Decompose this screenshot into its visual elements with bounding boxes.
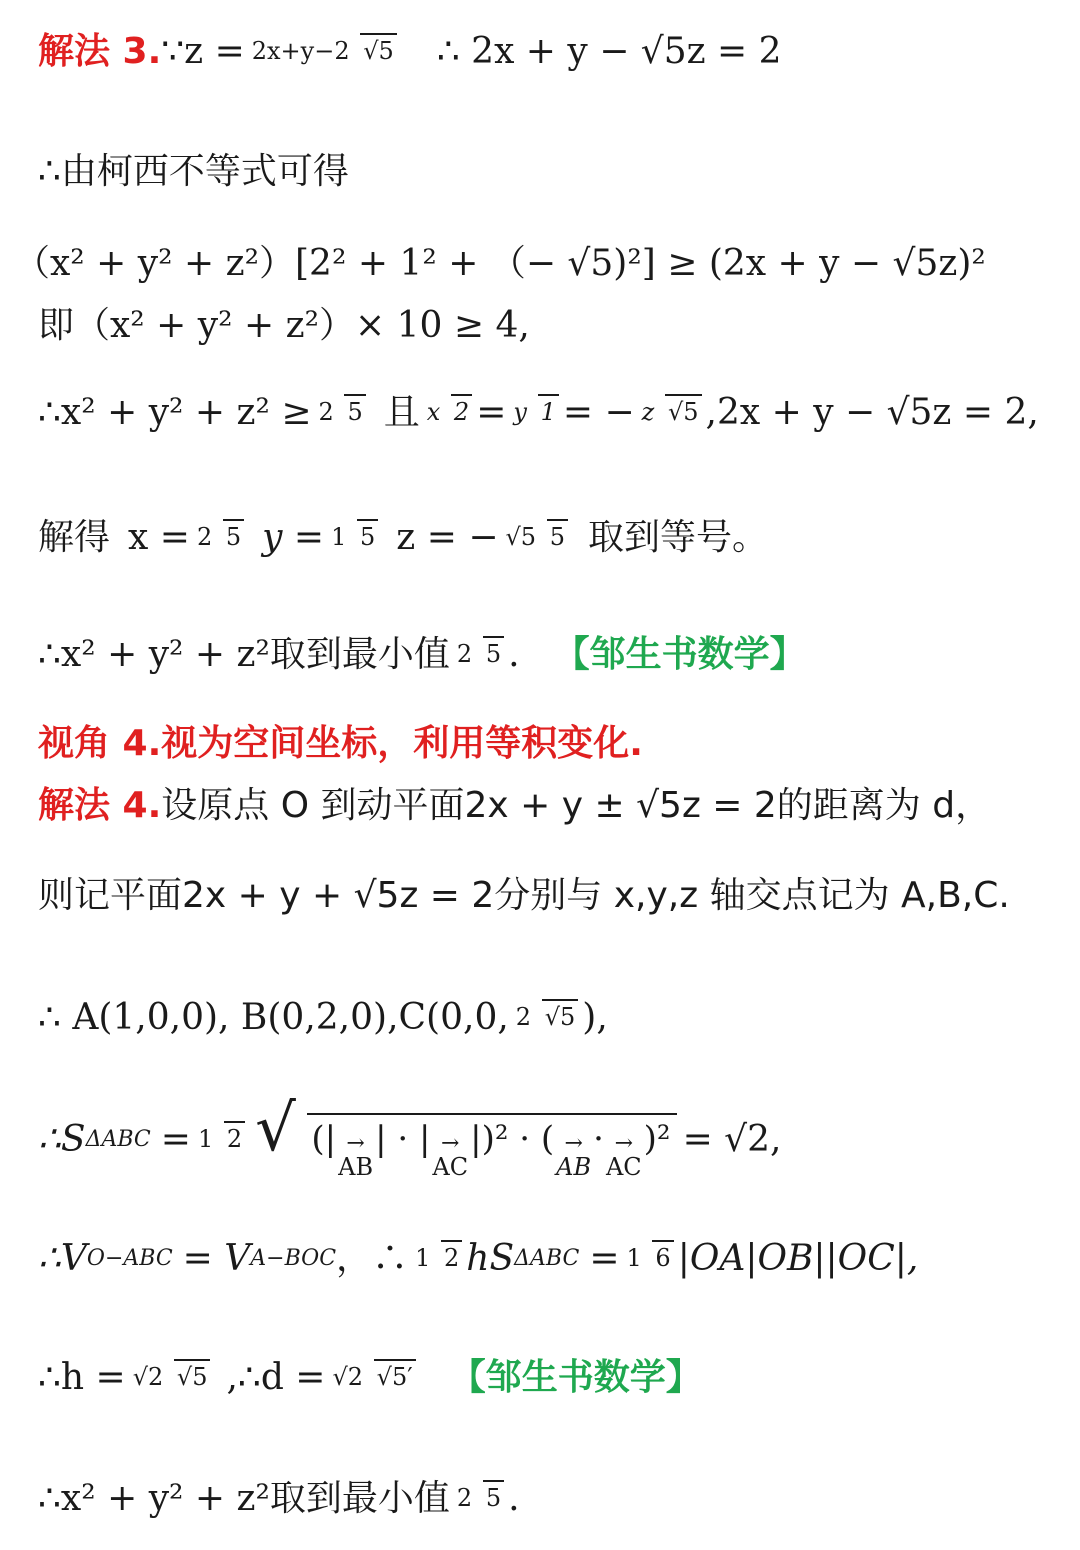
points-suffix: ), xyxy=(582,997,608,1038)
min-suffix: . xyxy=(508,634,520,675)
ji-text: 即（x² + y² + z²）× 10 ≥ 4, xyxy=(38,305,530,346)
method4-text1: 设原点 O 到动平面2x + y ± √5z = 2的距离为 d， xyxy=(161,785,992,826)
h-prefix: ∴h = xyxy=(38,1357,126,1398)
jiede-text: 解得 xyxy=(38,517,111,558)
vol-subscript: A−BOC xyxy=(250,1246,337,1271)
vector-ab xyxy=(556,1133,591,1179)
fraction-denominator: √5′ xyxy=(374,1359,416,1391)
radical-part: |)² · ( xyxy=(470,1119,555,1159)
vol-prefix: ∴V xyxy=(38,1238,87,1279)
fraction-numerator: 1 xyxy=(197,1125,214,1154)
vol-equals: = V xyxy=(182,1238,251,1279)
premise-prefix: ∵z = xyxy=(161,31,245,72)
fraction-numerator: 2 xyxy=(318,398,334,427)
fraction-numerator: 1 xyxy=(415,1244,431,1273)
fraction-numerator: √2 xyxy=(332,1363,364,1392)
vector-ac xyxy=(606,1133,642,1179)
d-prefix: ,∴d = xyxy=(226,1357,326,1398)
z-equals: z = − xyxy=(396,517,499,558)
arrow-icon: → xyxy=(346,1131,365,1156)
vector-label: AB xyxy=(556,1153,592,1181)
premise-fraction xyxy=(249,39,397,64)
fraction-numerator: 1 xyxy=(331,523,347,552)
h-d-line xyxy=(38,1345,1060,1411)
method4-intro-line xyxy=(38,784,1060,828)
watermark-label: 【邹生书数学】 xyxy=(553,634,806,675)
vector-ac xyxy=(432,1133,468,1179)
vol-subscript: ΔABC xyxy=(514,1246,580,1271)
equal-note: 取到等号。 xyxy=(587,517,768,558)
area-result: = √2, xyxy=(682,1119,782,1160)
equals-sign: = xyxy=(476,392,507,433)
method3-premise-line xyxy=(38,22,1060,82)
vector-ab xyxy=(338,1133,373,1179)
h-fraction xyxy=(130,1365,211,1390)
fraction-numerator: 1 xyxy=(626,1244,642,1273)
dot-operator: · xyxy=(593,1119,604,1159)
fraction-numerator: √2 xyxy=(132,1363,164,1392)
fraction-numerator: 2 xyxy=(196,523,213,552)
radical-part: )² xyxy=(643,1119,671,1159)
x-equals: x = xyxy=(128,517,190,558)
fraction-numerator: z xyxy=(641,398,655,427)
vector-label: AB xyxy=(338,1153,374,1181)
fraction-denominator: 5 xyxy=(357,519,378,551)
fraction-denominator: √5 xyxy=(542,999,579,1031)
fraction-denominator: 5 xyxy=(344,394,365,426)
min-prefix: ∴x² + y² + z²取到最小值 xyxy=(38,1478,450,1519)
y-equals: y = xyxy=(262,517,325,558)
points-prefix: ∴ A(1,0,0), B(0,2,0),C(0,0, xyxy=(38,997,509,1038)
fraction-numerator: 2 xyxy=(456,1484,473,1513)
vol-suffix: |OA|OB||OC|, xyxy=(677,1238,919,1279)
bound-suffix: ,2x + y − √5z = 2, xyxy=(705,392,1039,433)
vol-h: hS xyxy=(466,1238,515,1279)
area-subscript: ΔABC xyxy=(85,1127,151,1152)
fraction-numerator: 2 xyxy=(456,640,473,669)
vol-mid: ，∴ xyxy=(336,1238,409,1279)
vol-fraction-sixth xyxy=(623,1246,673,1271)
watermark-label: 【邹生书数学】 xyxy=(449,1357,702,1398)
radical-part: | · | xyxy=(375,1119,431,1159)
x-fraction xyxy=(194,525,244,550)
fraction-denominator: 2 xyxy=(224,1121,245,1153)
min-bound-line xyxy=(38,380,1060,446)
ratio-z-fraction xyxy=(639,400,702,425)
area-line xyxy=(38,1092,1060,1188)
ji-line xyxy=(38,304,1060,348)
fraction-denominator: 2 xyxy=(451,394,472,426)
view4-heading xyxy=(38,722,1060,766)
plane-intercepts-line xyxy=(38,874,1060,918)
area-radical xyxy=(255,1092,676,1181)
area-prefix: ∴S xyxy=(38,1119,86,1160)
area-equals: = xyxy=(160,1119,191,1160)
vol-fraction-half xyxy=(412,1246,462,1271)
z-fraction xyxy=(502,525,567,550)
vector-label: AC xyxy=(605,1153,642,1181)
min-fraction xyxy=(454,1486,504,1511)
solution-line xyxy=(38,505,1060,571)
fraction-denominator: √5 xyxy=(360,33,397,65)
min-value-line xyxy=(38,622,1060,688)
fraction-numerator: y xyxy=(513,398,527,427)
d-fraction xyxy=(329,1365,415,1390)
fraction-denominator: 5 xyxy=(483,636,504,668)
method3-label: 解法 3. xyxy=(38,31,162,72)
method4-label: 解法 4. xyxy=(38,785,162,826)
radical-body xyxy=(307,1113,676,1181)
cauchy-inequality-line xyxy=(14,242,1060,286)
min-suffix: . xyxy=(508,1478,520,1519)
fraction-numerator: 2x+y−2 xyxy=(251,37,350,66)
view4-label: 视角 4.视为空间坐标，利用等积变化. xyxy=(38,723,643,764)
points-fraction xyxy=(513,1005,578,1030)
arrow-icon: → xyxy=(614,1131,634,1156)
premise-conclusion: ∴ 2x + y − √5z = 2 xyxy=(436,31,782,72)
fraction-denominator: 6 xyxy=(652,1240,673,1272)
qie-text: 且 xyxy=(383,392,420,433)
fraction-numerator: 2 xyxy=(515,1003,532,1032)
radical-sign-icon: √ xyxy=(255,1092,296,1166)
equals-minus-sign: = − xyxy=(562,392,635,433)
bound-fraction xyxy=(316,400,366,425)
method4-text2: 则记平面2x + y + √5z = 2分别与 x,y,z 轴交点记为 A,B,C. xyxy=(38,875,1010,916)
area-fraction xyxy=(195,1127,245,1152)
final-min-line xyxy=(38,1466,1060,1532)
fraction-numerator: x xyxy=(426,398,441,427)
vol-equals: = xyxy=(589,1238,620,1279)
ratio-x-fraction xyxy=(424,400,472,425)
fraction-denominator: 5 xyxy=(483,1480,504,1512)
vector-label: AC xyxy=(432,1153,469,1181)
fraction-denominator: √5 xyxy=(665,394,702,426)
cauchy-intro: ∴由柯西不等式可得 xyxy=(38,151,349,192)
arrow-icon: → xyxy=(564,1131,583,1156)
bound-prefix: ∴x² + y² + z² ≥ xyxy=(38,392,312,433)
arrow-icon: → xyxy=(441,1131,460,1156)
y-fraction xyxy=(328,525,378,550)
cauchy-intro-line xyxy=(38,150,1060,194)
radical-part: (| xyxy=(311,1119,337,1159)
ratio-y-fraction xyxy=(510,400,558,425)
fraction-numerator: √5 xyxy=(505,523,537,552)
fraction-denominator: 2 xyxy=(441,1240,462,1272)
points-line xyxy=(38,985,1060,1051)
fraction-denominator: 5 xyxy=(547,519,568,551)
fraction-denominator: 5 xyxy=(223,519,244,551)
cauchy-inequality: （x² + y² + z²）[2² + 1² + （− √5)²] ≥ (2x + y − √5z)² xyxy=(14,243,986,284)
volume-line xyxy=(38,1226,1060,1292)
min-prefix: ∴x² + y² + z²取到最小值 xyxy=(38,634,450,675)
min-fraction xyxy=(454,642,504,667)
vol-subscript: O−ABC xyxy=(86,1246,173,1271)
fraction-denominator: 1 xyxy=(538,394,559,426)
fraction-denominator: √5 xyxy=(174,1359,211,1391)
